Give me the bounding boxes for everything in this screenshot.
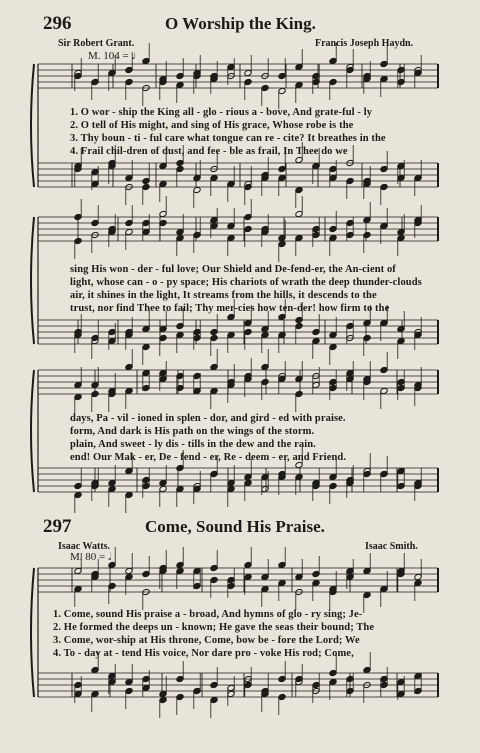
lyric-line: plain, And sweet - ly dis - tills in the dew and the rain. <box>70 439 316 450</box>
lyric-line: 2. He formed the deeps un - known; He gave the seas their bound; The <box>53 622 375 633</box>
brace <box>31 370 34 492</box>
hymn-author: Sir Robert Grant. <box>58 38 135 49</box>
lyric-line: 2. O tell of His might, and sing of His grace, Whose robe is the <box>70 120 354 131</box>
hymn-composer: Isaac Smith. <box>365 541 418 552</box>
lyric-line: 4. Frail chil-dren of dust, and fee - ble as frail, In Thee do we <box>70 146 348 157</box>
brace <box>31 568 34 697</box>
lyric-line: 3. Thy boun - ti - ful care what tongue can re - cite? It breathes in the <box>70 133 386 144</box>
lyric-line: days, Pa - vil - ioned in splen - dor, and gird - ed with praise. <box>70 413 346 424</box>
brace <box>31 64 34 187</box>
hymn-title: Come, Sound His Praise. <box>145 517 325 536</box>
tempo-marking: M. 80 = 𝅗𝅥 <box>70 551 112 563</box>
tempo-marking: M. 104 = ♩ <box>88 50 143 62</box>
hymn-title: O Worship the King. <box>165 14 316 33</box>
lyric-line: 1. Come, sound His praise a - broad, And hymns of glo - ry sing; Je- <box>53 609 363 620</box>
lyric-line: 4. To - day at - tend His voice, Nor dare pro - voke His rod; Come, <box>53 648 354 659</box>
lyric-line: end! Our Mak - er, De - fend - er, Re - deem - er, and Friend. <box>70 452 347 463</box>
lyric-line: sing His won - der - ful love; Our Shield and De-fend-er, the An-cient of <box>70 264 396 275</box>
lyric-line: trust, nor find Thee to fail; Thy mer-cies how ten-der! how firm to the <box>70 303 390 314</box>
lyric-line: 3. Come, wor-ship at His throne, Come, bow be - fore the Lord; We <box>53 635 360 646</box>
hymn-number: 296 <box>43 13 72 34</box>
lyric-line: form, And dark is His path on the wings of the storm. <box>70 426 315 437</box>
hymn-number: 297 <box>43 516 72 537</box>
lyric-line: 1. O wor - ship the King all - glo - rious a - bove, And grate-ful - ly <box>70 107 373 118</box>
hymn-composer: Francis Joseph Haydn. <box>315 38 414 49</box>
lyric-line: air, it shines in the light, It streams from the hills, it descends to the <box>70 290 377 301</box>
hymn-author: Isaac Watts. <box>58 541 111 552</box>
lyric-line: light, whose can - o - py space; His chariots of wrath the deep thunder-clouds <box>70 277 422 288</box>
brace <box>31 217 34 344</box>
